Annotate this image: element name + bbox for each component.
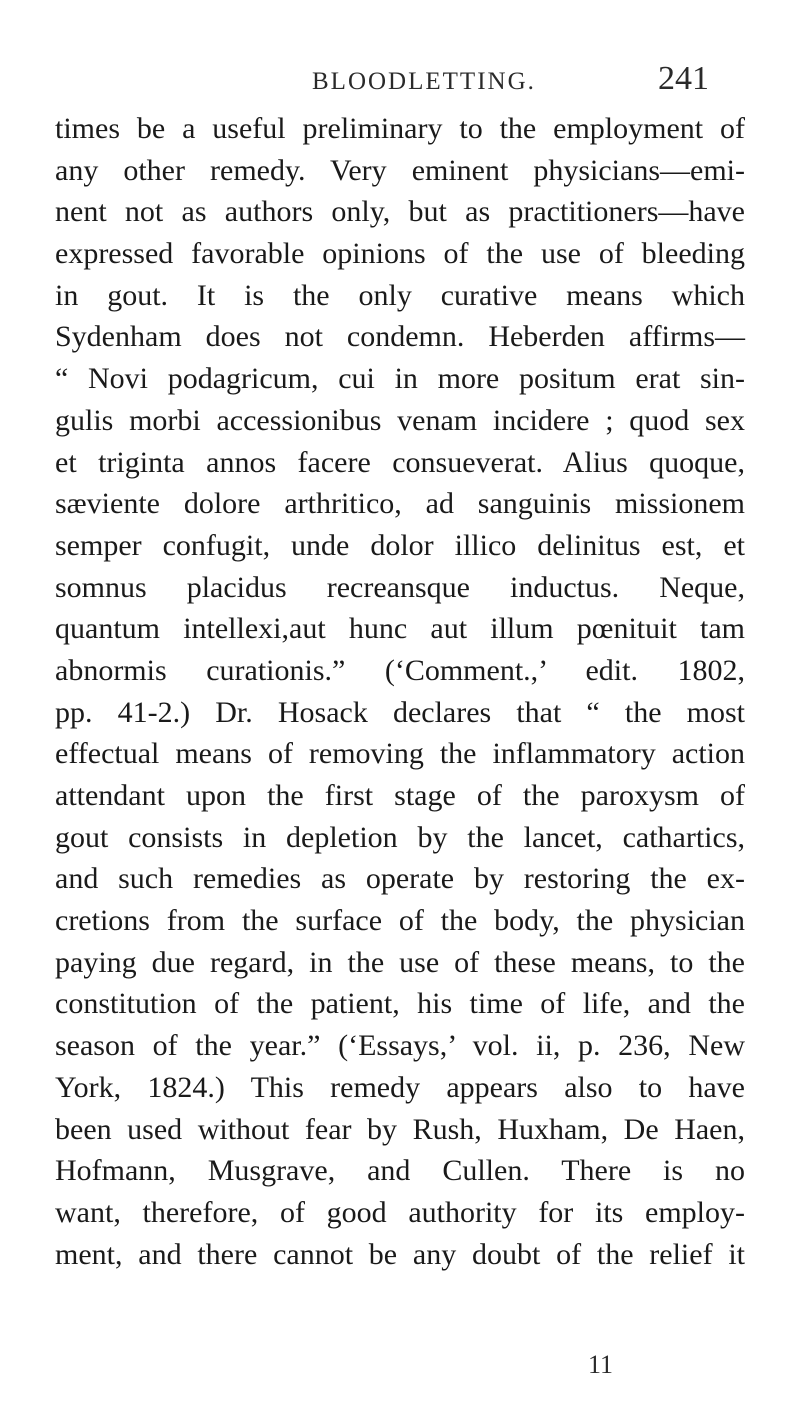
text-line: gout consists in depletion by the lancet, cathartics, [55, 820, 745, 854]
text-line: Sydenham does not condemn. Heberden affirms— [55, 320, 745, 354]
text-line: ment, and there cannot be any doubt of the relief it [55, 1237, 745, 1271]
text-line: nent not as authors only, but as practitioners—have [55, 195, 745, 229]
page-number: 241 [658, 60, 709, 97]
body-text [55, 108, 745, 1275]
text-line: semper confugit, unde dolor illico delinitus est, et [55, 528, 745, 562]
text-line: and such remedies as operate by restoring the ex- [55, 862, 745, 896]
text-line: pp. 41-2.) Dr. Hosack declares that “ the most [55, 695, 745, 729]
running-head: BLOODLETTING. [312, 68, 536, 95]
text-line: “ Novi podagricum, cui in more positum erat sin- [55, 362, 745, 396]
text-line: et triginta annos facere consueverat. Alius quoque, [55, 445, 745, 479]
signature-mark: 11 [588, 1350, 614, 1379]
text-line: gulis morbi accessionibus venam incidere ; quod sex [55, 403, 745, 437]
text-line: been used without fear by Rush, Huxham, De Haen, [55, 1112, 745, 1146]
text-line: attendant upon the first stage of the paroxysm of [55, 779, 745, 812]
text-line: somnus placidus recreansque inductus. Neque, [55, 570, 745, 604]
text-line: constitution of the patient, his time of life, and the [55, 987, 745, 1021]
text-line: in gout. It is the only curative means which [55, 278, 745, 312]
text-line: cretions from the surface of the body, the physician [55, 904, 745, 938]
text-line: Hofmann, Musgrave, and Cullen. There is no [55, 1154, 745, 1188]
text-line: want, therefore, of good authority for its employ- [55, 1195, 745, 1229]
text-line: season of the year.” (‘Essays,’ vol. ii, p. 236, New [55, 1029, 745, 1063]
text-line: effectual means of removing the inflammatory action [55, 737, 745, 771]
text-line: sæviente dolore arthritico, ad sanguinis missionem [55, 487, 745, 521]
text-line: paying due regard, in the use of these means, to the [55, 945, 745, 979]
text-line: expressed favorable opinions of the use of bleeding [55, 237, 745, 271]
text-line: quantum intellexi,aut hunc aut illum pœnituit tam [55, 612, 745, 646]
text-line: abnormis curationis.” (‘Comment.,’ edit. 1802, [55, 653, 745, 687]
text-line: any other remedy. Very eminent physicians—emi- [55, 153, 745, 187]
text-line: York, 1824.) This remedy appears also to have [55, 1070, 745, 1104]
text-line: times be a useful preliminary to the employment of [55, 112, 745, 145]
